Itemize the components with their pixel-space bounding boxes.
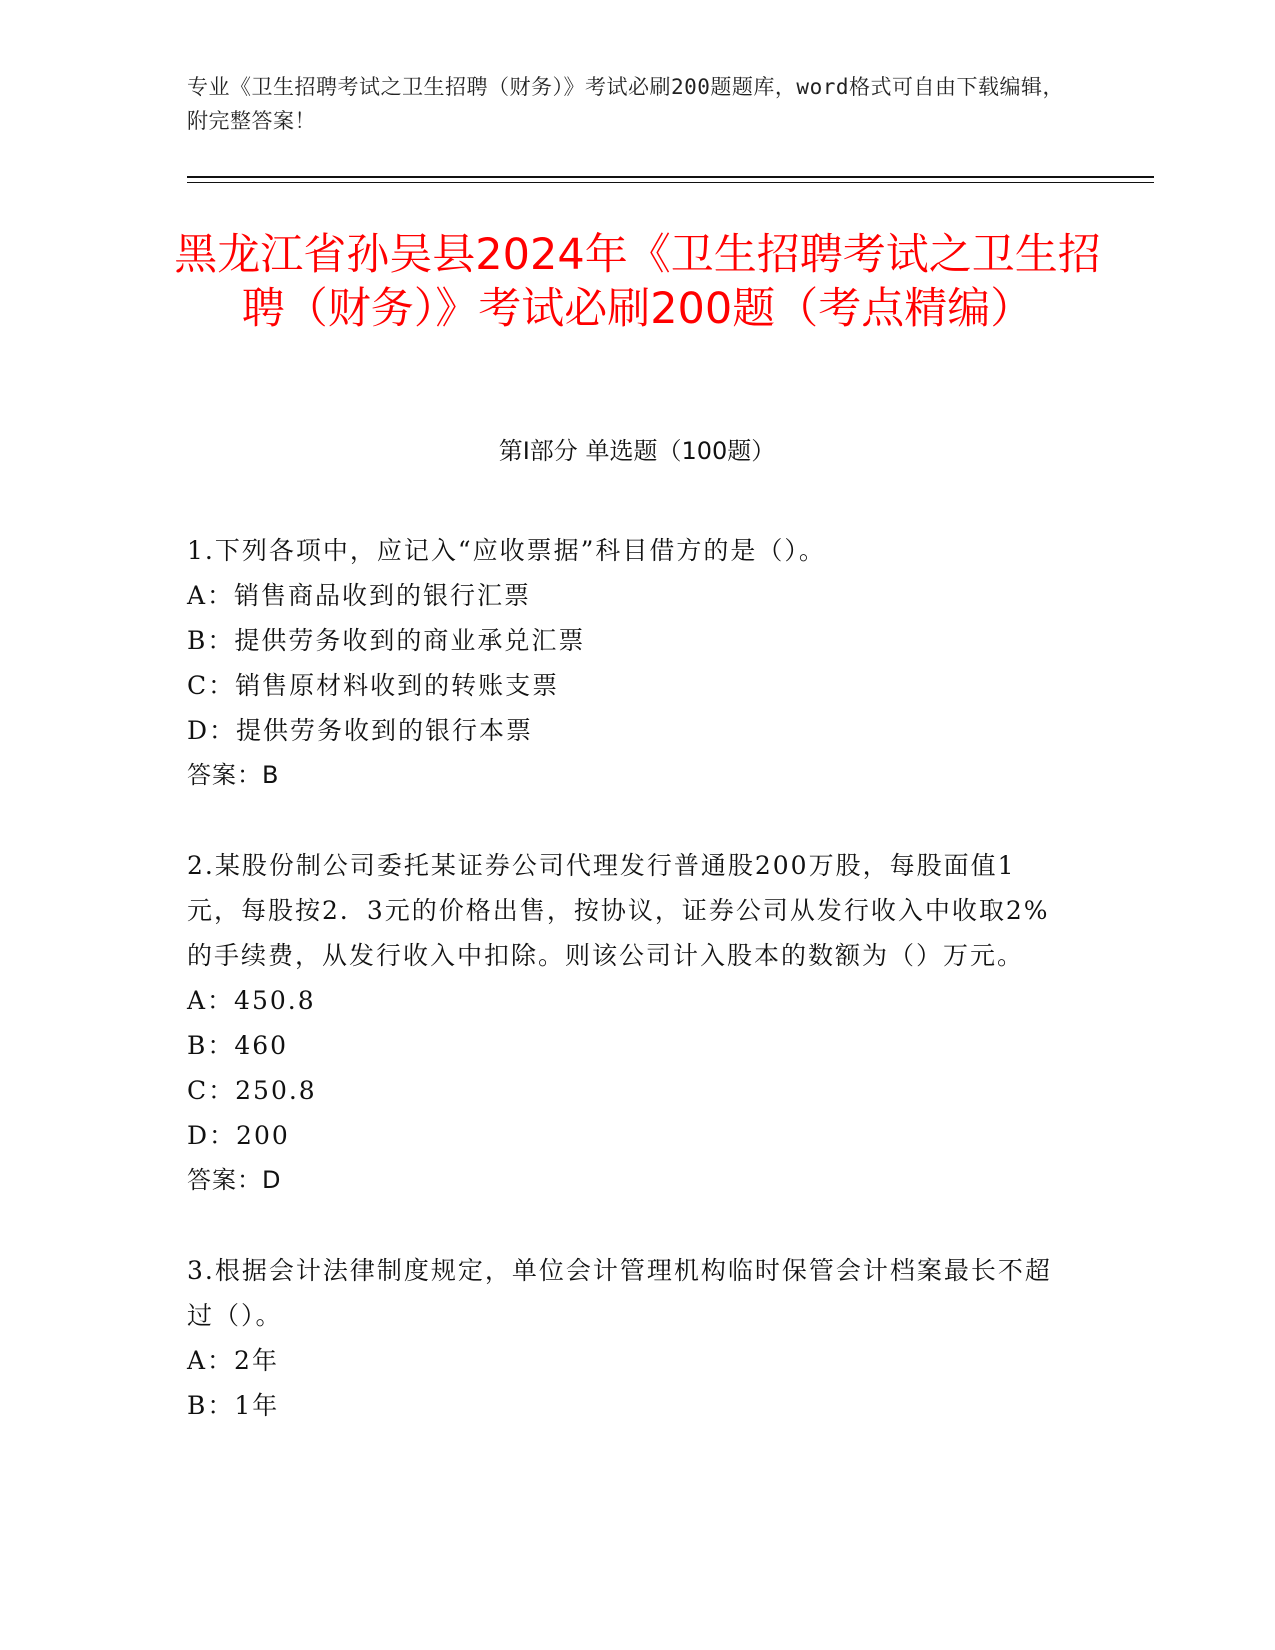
question-stem: 1.下列各项中，应记入“应收票据”科目借方的是（）。 bbox=[187, 536, 826, 565]
header-divider-thick bbox=[187, 176, 1154, 178]
section-title: 第Ⅰ部分 单选题（100题） bbox=[498, 437, 776, 465]
answer: 答案：B bbox=[187, 761, 280, 789]
option-d: D：提供劳务收到的银行本票 bbox=[187, 716, 534, 745]
option-a: A：销售商品收到的银行汇票 bbox=[187, 581, 532, 610]
option-b: B：460 bbox=[187, 1031, 289, 1060]
option-b: B：1年 bbox=[187, 1391, 280, 1420]
header-divider-thin bbox=[187, 182, 1154, 183]
option-b: B：提供劳务收到的商业承兑汇票 bbox=[187, 626, 586, 655]
option-a: A：2年 bbox=[187, 1346, 279, 1375]
document-title: 黑龙江省孙吴县2024年《卫生招聘考试之卫生招聘（财务）》考试必刷200题（考点精编） bbox=[174, 230, 1101, 334]
question-list bbox=[187, 528, 1067, 1473]
option-d: D：200 bbox=[187, 1121, 290, 1150]
option-c: C：250.8 bbox=[187, 1076, 317, 1105]
question-2 bbox=[187, 843, 1067, 1203]
question-1 bbox=[187, 528, 1067, 798]
question-3 bbox=[187, 1248, 1067, 1428]
answer: 答案：D bbox=[187, 1166, 282, 1194]
option-c: C：销售原材料收到的转账支票 bbox=[187, 671, 560, 700]
question-stem: 3.根据会计法律制度规定，单位会计管理机构临时保管会计档案最长不超过（）。 bbox=[187, 1256, 1052, 1330]
option-a: A：450.8 bbox=[187, 986, 316, 1015]
header-note: 专业《卫生招聘考试之卫生招聘（财务）》考试必刷200题题库，word格式可自由下载编辑，附完整答案！ bbox=[187, 75, 1064, 133]
question-stem: 2.某股份制公司委托某证券公司代理发行普通股200万股，每股面值1元，每股按2．3元的价格出售，按协议，证券公司从发行收入中收取2%的手续费，从发行收入中扣除。则该公司计入股本的数额为（）万元。 bbox=[187, 851, 1050, 970]
